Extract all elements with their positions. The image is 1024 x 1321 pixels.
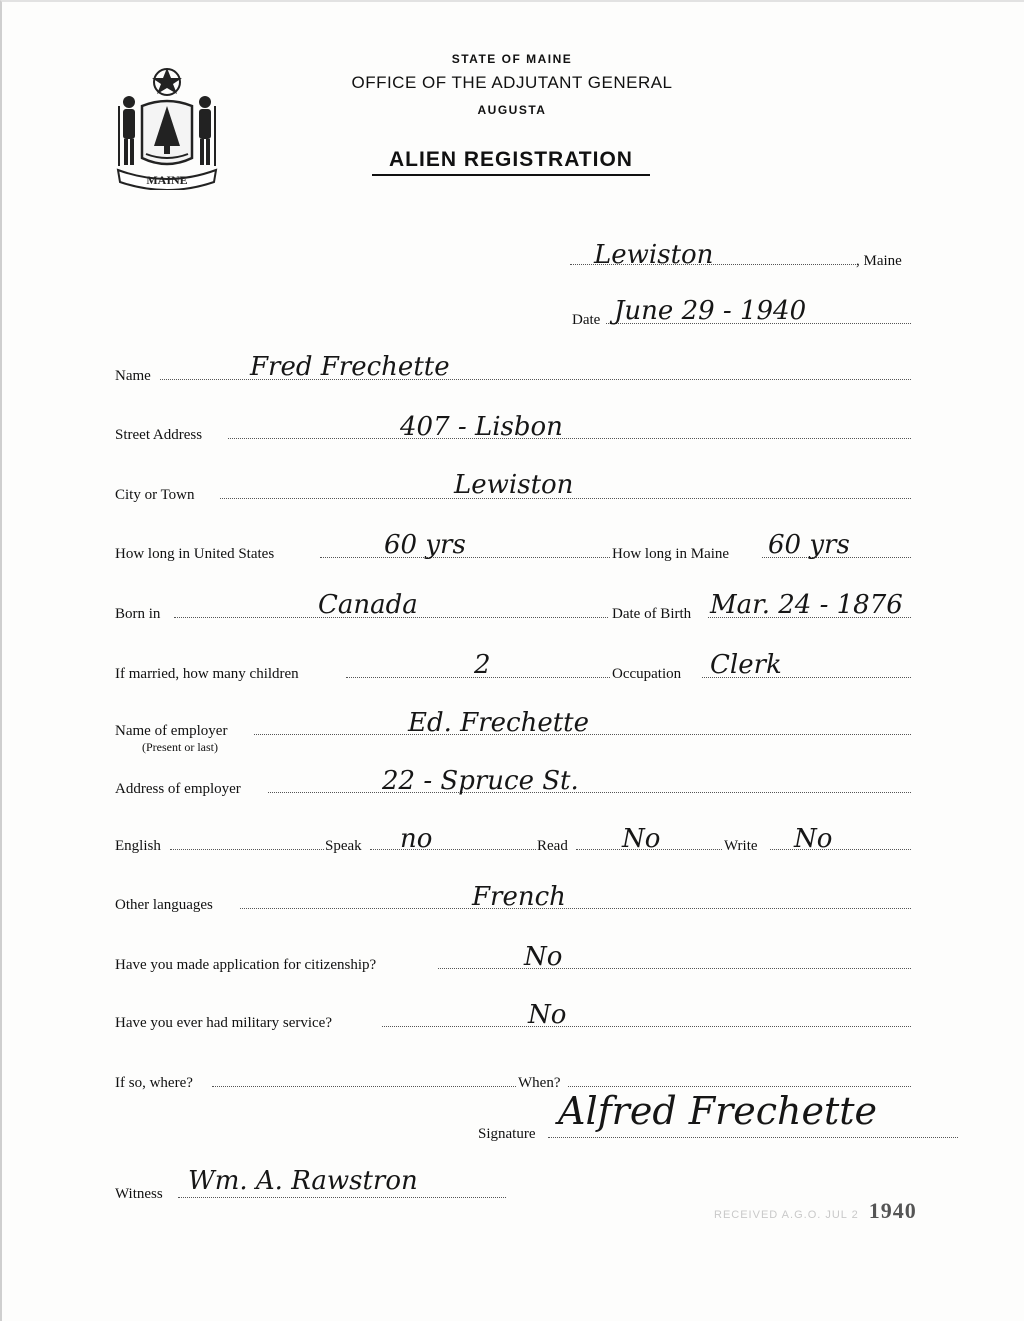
write-line [770, 849, 911, 850]
received-stamp-year: 1940 [868, 1198, 917, 1223]
date-value[interactable]: June 29 - 1940 [614, 296, 807, 326]
name-value[interactable]: Fred Frechette [250, 352, 450, 382]
citizenship-line [438, 968, 911, 969]
military-value[interactable]: No [528, 1000, 567, 1030]
seal-banner-text: MAINE [146, 173, 188, 187]
employer-value[interactable]: Ed. Frechette [408, 708, 589, 738]
witness-label: Witness [115, 1186, 163, 1202]
citizenship-label: Have you made application for citizenship? [115, 957, 377, 973]
date-of-birth-label: Date of Birth [612, 606, 692, 622]
witness-line [178, 1197, 506, 1198]
header-state: STATE OF MAINE [451, 52, 573, 66]
received-stamp-text: RECEIVED A.G.O. JUL 2 [714, 1209, 859, 1221]
street-address-label: Street Address [115, 427, 203, 443]
maine-state-seal-icon [114, 66, 220, 190]
when-line [568, 1086, 911, 1087]
speak-line [370, 849, 536, 850]
employer-address-line [268, 792, 911, 793]
other-languages-line [240, 908, 911, 909]
military-line [382, 1026, 911, 1027]
street-address-value[interactable]: 407 - Lisbon [400, 412, 563, 442]
occupation-value[interactable]: Clerk [710, 650, 782, 680]
military-label: Have you ever had military service? [115, 1015, 332, 1031]
when-label: When? [518, 1075, 561, 1091]
header-office: OFFICE OF THE ADJUTANT GENERAL [351, 73, 673, 92]
read-label: Read [537, 838, 568, 854]
employer-address-label: Address of employer [115, 781, 241, 797]
other-languages-value[interactable]: French [472, 882, 566, 912]
occupation-label: Occupation [612, 666, 682, 682]
how-long-us-value[interactable]: 60 yrs [384, 530, 466, 560]
town-value[interactable]: Lewiston [594, 240, 714, 270]
write-value[interactable]: No [794, 824, 833, 854]
other-languages-label: Other languages [115, 897, 213, 913]
born-in-label: Born in [115, 606, 161, 622]
citizenship-value[interactable]: No [524, 942, 563, 972]
children-value[interactable]: 2 [474, 650, 491, 680]
received-stamp [714, 1198, 917, 1224]
children-label: If married, how many children [115, 666, 299, 682]
how-long-maine-label: How long in Maine [612, 546, 730, 562]
english-label: English [115, 838, 161, 854]
date-of-birth-value[interactable]: Mar. 24 - 1876 [710, 590, 903, 620]
witness-value[interactable]: Wm. A. Rawstron [188, 1166, 418, 1196]
header-city: AUGUSTA [477, 103, 547, 117]
signature-line [548, 1137, 958, 1138]
english-line [170, 849, 324, 850]
speak-label: Speak [325, 838, 362, 854]
city-label: City or Town [115, 487, 195, 503]
name-label: Name [115, 368, 151, 384]
read-value[interactable]: No [622, 824, 661, 854]
street-address-line [228, 438, 911, 439]
signature-value[interactable]: Alfred Frechette [558, 1089, 878, 1133]
maine-suffix: , Maine [856, 253, 902, 269]
signature-label: Signature [478, 1126, 536, 1142]
form-title: ALIEN REGISTRATION [372, 148, 650, 176]
employer-label: Name of employer [115, 723, 228, 739]
how-long-us-label: How long in United States [115, 546, 275, 562]
write-label: Write [724, 838, 758, 854]
employer-note: (Present or last) [142, 740, 218, 754]
speak-value[interactable]: no [400, 824, 433, 854]
born-in-value[interactable]: Canada [318, 590, 418, 620]
if-so-where-label: If so, where? [115, 1075, 193, 1091]
city-value[interactable]: Lewiston [454, 470, 574, 500]
date-label: Date [572, 312, 601, 328]
how-long-maine-value[interactable]: 60 yrs [768, 530, 850, 560]
employer-address-value[interactable]: 22 - Spruce St. [382, 766, 579, 796]
if-so-where-line [212, 1086, 516, 1087]
